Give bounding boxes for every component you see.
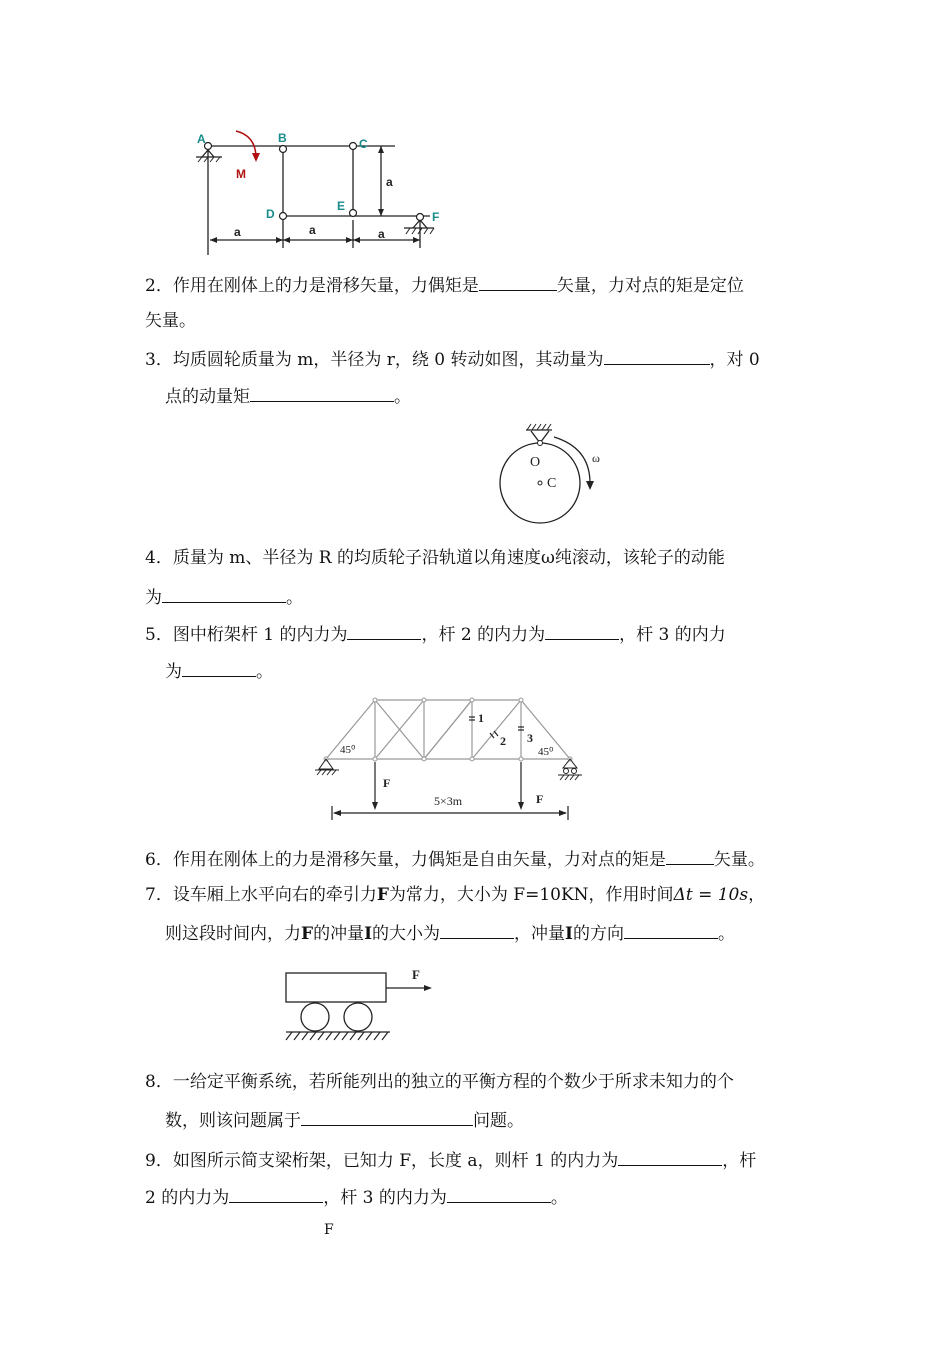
q3-text-a: 均质圆轮质量为 m，半径为 r，绕 0 转动如图，其动量为 — [172, 350, 604, 370]
q5-text-a: 图中桁架杆 1 的内力为 — [172, 625, 348, 645]
label-D: D — [266, 207, 275, 221]
q8-number: 8． — [145, 1072, 173, 1092]
dim-a-1: a — [234, 225, 241, 239]
q7-text-d: 则这段时间内，力 — [165, 924, 301, 944]
member-3-label: 3 — [527, 731, 533, 745]
q7-text-c: ， — [748, 885, 766, 905]
q9-blank-1[interactable] — [618, 1147, 722, 1166]
wheel-label-omega: ω — [592, 451, 600, 465]
member-2-label: 2 — [500, 734, 506, 748]
question-8-line-2 — [165, 1107, 524, 1133]
q4-text-c: 。 — [286, 588, 303, 608]
q9-blank-3[interactable] — [447, 1184, 551, 1203]
angle-right-label: 45⁰ — [538, 746, 554, 758]
dim-a-3: a — [378, 227, 385, 241]
wheel-label-O: O — [530, 455, 541, 470]
question-9-line-1 — [145, 1147, 756, 1173]
q7-formula: Δt = 10s — [673, 885, 749, 905]
q2-text-c: 矢量。 — [145, 311, 196, 331]
q7-bold-F: F — [376, 885, 389, 905]
q8-text-b: 数，则该问题属于 — [165, 1111, 301, 1131]
q5-text-c: ，杆 3 的内力 — [619, 625, 726, 645]
q7-text-g: ，冲量 — [514, 924, 566, 944]
q9-figure-F: F — [324, 1222, 334, 1238]
q3-number: 3． — [145, 350, 173, 370]
q2-text-b: 矢量，力对点的矩是定位 — [556, 276, 744, 296]
force-right-label: F — [536, 792, 544, 806]
q8-text-c: 问题。 — [473, 1111, 524, 1131]
q7-bold-F2: F — [301, 924, 314, 944]
dim-a-vertical: a — [386, 175, 393, 189]
q7-text-b: 为常力，大小为 F=10KN，作用时间 — [388, 885, 674, 905]
q7-text-e: 的冲量 — [313, 924, 365, 944]
q6-number: 6． — [145, 850, 173, 870]
q9-text-e: 。 — [550, 1188, 568, 1208]
dim-a-2: a — [309, 223, 316, 237]
label-F: F — [432, 210, 440, 224]
label-C: C — [359, 137, 368, 151]
label-M: M — [236, 167, 246, 181]
member-1-label: 1 — [478, 711, 484, 725]
q4-text-b: 为 — [145, 588, 162, 608]
q2-number: 2． — [145, 276, 173, 296]
q7-bold-I2: I — [565, 924, 573, 944]
q5-number: 5． — [145, 625, 173, 645]
q3-text-b: ，对 0 — [709, 350, 760, 370]
q9-figure-label — [324, 1218, 334, 1242]
q6-text-a: 作用在刚体上的力是滑移矢量，力偶矩是自由矢量，力对点的矩是 — [172, 850, 666, 870]
q9-number: 9． — [145, 1151, 173, 1171]
label-E: E — [337, 199, 346, 213]
q5-text-e: 。 — [256, 662, 273, 682]
span-label: 5×3m — [434, 794, 463, 808]
q9-text-a: 如图所示简支梁桁架，已知力 F，长度 a，则杆 1 的内力为 — [172, 1151, 619, 1171]
q9-text-b: ，杆 — [722, 1151, 757, 1171]
q7-bold-I: I — [364, 924, 373, 944]
q4-number: 4． — [145, 548, 173, 568]
q7-text-i: 。 — [717, 924, 735, 944]
q8-text-a: 一给定平衡系统，若所能列出的独立的平衡方程的个数少于所求未知力的个 — [172, 1072, 734, 1092]
label-B: B — [278, 131, 287, 145]
q7-number: 7． — [145, 885, 173, 905]
cart-force-label: F — [412, 967, 420, 982]
q5-text-d: 为 — [165, 662, 182, 682]
q8-blank[interactable] — [301, 1107, 473, 1126]
q5-text-b: ，杆 2 的内力为 — [421, 625, 546, 645]
question-8-line-1 — [145, 1070, 734, 1094]
q9-blank-2[interactable] — [229, 1184, 323, 1203]
q2-text-a: 作用在刚体上的力是滑移矢量，力偶矩是 — [172, 276, 479, 296]
q9-text-c: 2 的内力为 — [145, 1188, 230, 1208]
question-9-line-2 — [145, 1184, 568, 1210]
q3-text-c: 点的动量矩 — [165, 387, 250, 407]
q3-text-d: 。 — [394, 387, 411, 407]
q7-text-f: 的大小为 — [372, 924, 441, 944]
q7-text-a: 设车厢上水平向右的牵引力 — [172, 885, 377, 905]
label-A: A — [197, 132, 206, 146]
wheel-label-C: C — [547, 476, 557, 491]
force-left-label: F — [383, 776, 391, 790]
q7-text-h: 的方向 — [572, 924, 624, 944]
q6-text-b: 矢量。 — [713, 850, 765, 870]
q4-text-a: 质量为 m、半径为 R 的均质轮子沿轨道以角速度ω纯滚动，该轮子的动能 — [172, 548, 725, 568]
q9-text-d: ，杆 3 的内力为 — [323, 1188, 447, 1208]
angle-left-label: 45⁰ — [340, 744, 356, 756]
